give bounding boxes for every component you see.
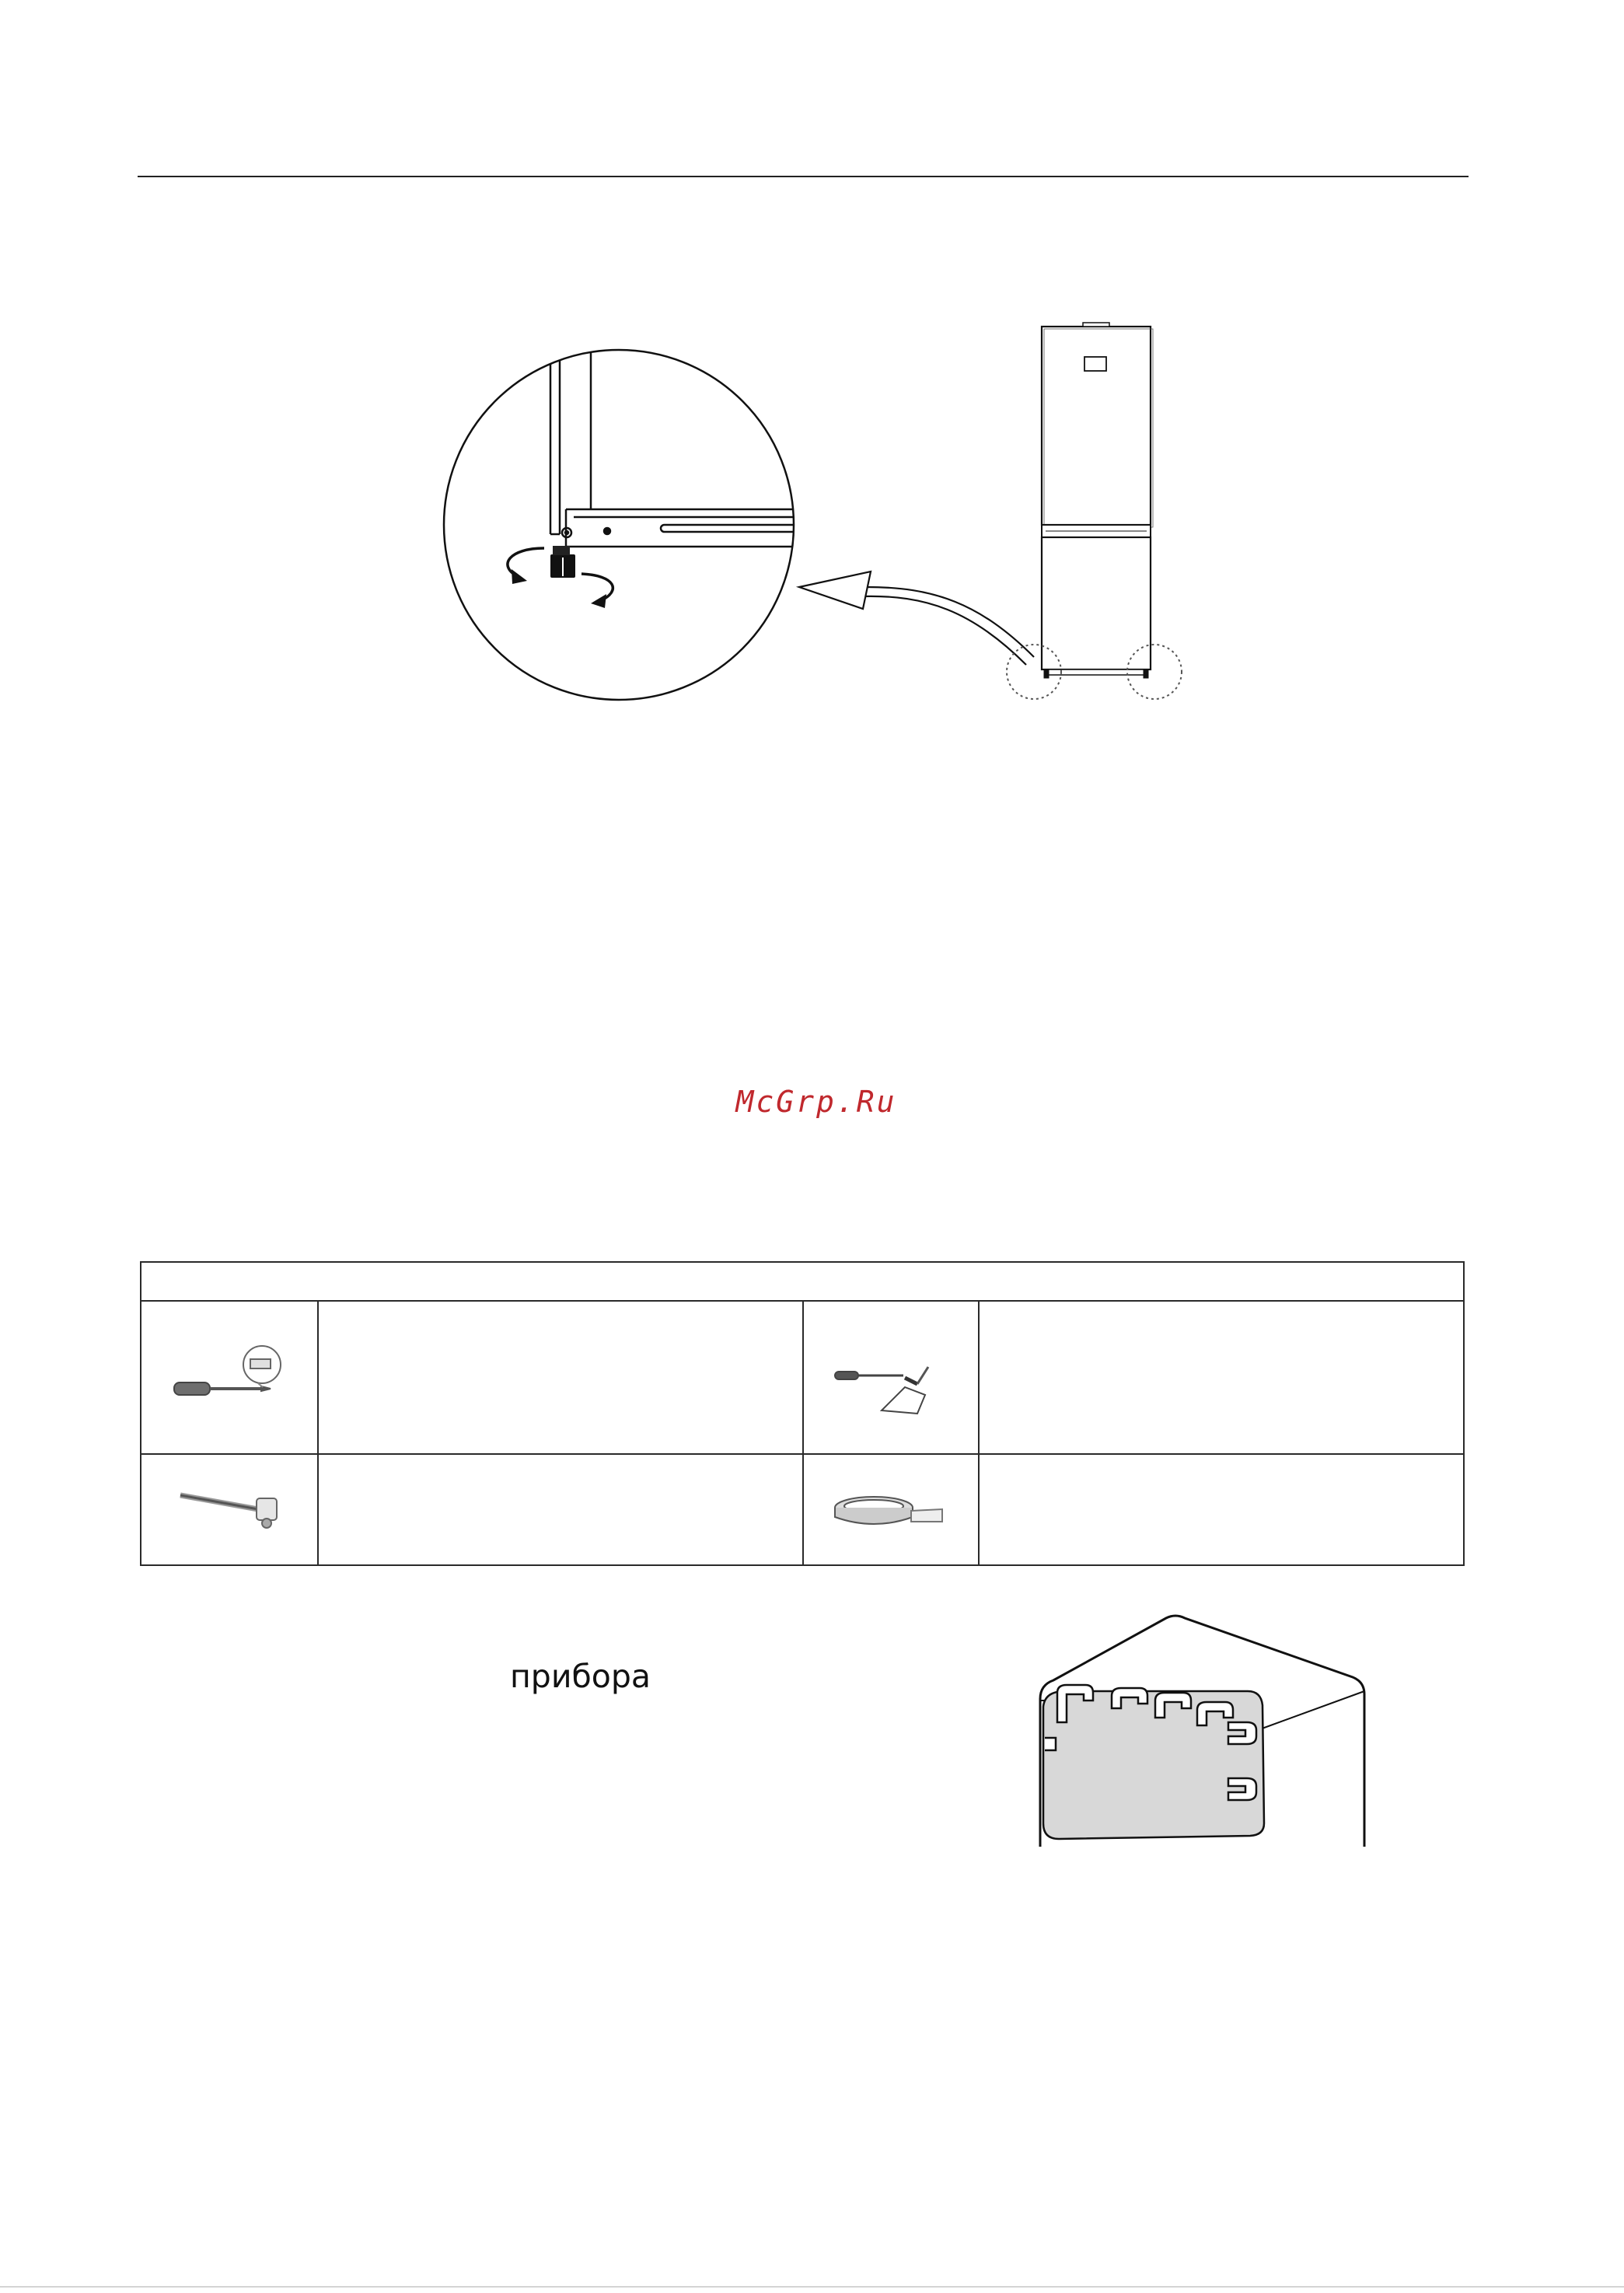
- tool-cell: [804, 1300, 978, 1453]
- leveling-foot-illustration: [428, 315, 1205, 719]
- pointer-arrow: [799, 572, 1034, 665]
- tool-cell: [141, 1300, 317, 1453]
- header-rule: [138, 176, 1469, 177]
- adhesive-tape-roll-icon: [804, 1455, 978, 1566]
- tool-cell: [141, 1455, 317, 1566]
- footer-rule-fragment: [0, 2284, 1624, 2293]
- watermark: McGrp.Ru: [735, 1085, 897, 1119]
- tools-table: [140, 1261, 1465, 1566]
- magnified-foot-detail: [444, 346, 809, 700]
- flat-screwdriver-and-scraper-icon: [804, 1300, 978, 1453]
- refrigerator-front-view: [1042, 323, 1153, 678]
- socket-wrench-icon: [141, 1455, 317, 1566]
- phillips-screwdriver-icon: [141, 1300, 317, 1453]
- section-heading-word: прибора: [510, 1658, 651, 1695]
- top-cover-illustration: [1011, 1613, 1384, 1854]
- tool-cell: [804, 1455, 978, 1566]
